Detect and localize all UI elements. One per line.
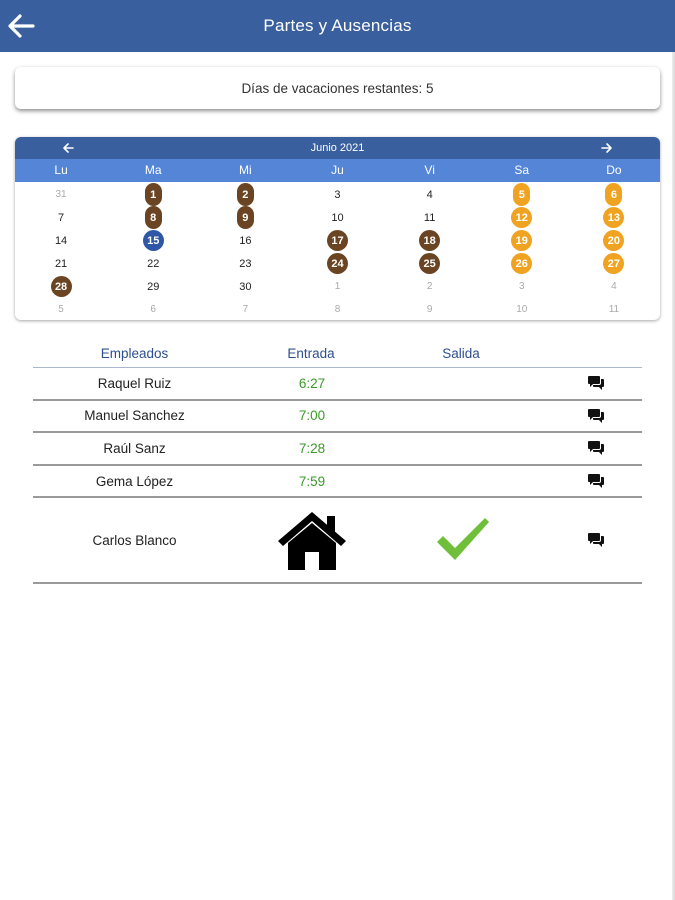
chat-icon[interactable]	[587, 532, 605, 548]
app-bar	[0, 0, 675, 52]
calendar-day[interactable]	[568, 298, 660, 320]
calendar-day[interactable]	[568, 275, 660, 298]
calendar-day[interactable]	[15, 275, 107, 298]
calendar-day[interactable]	[107, 252, 199, 275]
calendar-day[interactable]	[15, 298, 107, 320]
employee-name: Raúl Sanz	[103, 440, 166, 456]
employee-message-cell	[538, 408, 642, 424]
calendar-day[interactable]	[107, 275, 199, 298]
calendar-day[interactable]	[568, 206, 660, 229]
employee-table-header	[33, 340, 642, 368]
weekday-label: Mi	[239, 163, 252, 177]
calendar-day[interactable]	[384, 275, 476, 298]
calendar-day[interactable]	[291, 229, 383, 252]
employee-name: Carlos Blanco	[92, 532, 177, 548]
calendar-day-badge: 20	[603, 230, 624, 251]
calendar-day-badge: 26	[511, 253, 532, 274]
calendar-day[interactable]	[568, 252, 660, 275]
calendar-day[interactable]	[291, 275, 383, 298]
employee-message-cell	[538, 375, 642, 391]
calendar-day-number: 16	[239, 234, 252, 247]
calendar-day-number: 4	[426, 188, 433, 201]
checkmark-icon	[435, 516, 491, 564]
calendar-day-number: 6	[150, 303, 156, 315]
calendar-day-number: 1	[334, 281, 341, 292]
weekday-label: Sa	[514, 163, 530, 177]
calendar-month-label: Junio 2021	[310, 142, 365, 154]
calendar-day[interactable]	[291, 206, 383, 229]
calendar-day[interactable]	[384, 229, 476, 252]
calendar-day[interactable]	[384, 298, 476, 320]
calendar-day-number: 10	[331, 211, 344, 224]
calendar-day[interactable]	[568, 183, 660, 206]
employee-message-cell	[538, 532, 642, 548]
calendar-day-badge: 28	[51, 276, 72, 297]
employee-entry: 7:59	[298, 473, 326, 489]
calendar-day-badge: 6	[605, 183, 622, 206]
calendar-day[interactable]	[476, 206, 568, 229]
employee-name: Raquel Ruiz	[97, 375, 172, 391]
prev-month-arrow-icon[interactable]	[61, 141, 75, 155]
calendar-day[interactable]	[199, 252, 291, 275]
calendar-day[interactable]	[15, 183, 107, 206]
calendar-day-badge: 17	[327, 230, 348, 251]
employee-row[interactable]	[33, 433, 642, 466]
calendar-day[interactable]	[476, 275, 568, 298]
calendar-day-number: 9	[426, 303, 433, 315]
calendar-day[interactable]	[199, 275, 291, 298]
calendar-day[interactable]	[199, 229, 291, 252]
calendar-day-number: 10	[516, 303, 528, 315]
calendar-day-badge: 24	[327, 253, 348, 274]
calendar-day-badge: 5	[513, 183, 530, 206]
calendar-week-row	[15, 229, 660, 252]
weekday-label: Lu	[54, 163, 68, 177]
next-month-arrow-icon[interactable]	[600, 141, 614, 155]
calendar-day-badge: 15	[143, 230, 164, 251]
calendar-week-row	[15, 183, 660, 206]
employee-table	[33, 340, 642, 584]
calendar-day-badge: 19	[511, 230, 532, 251]
calendar-day-number: 5	[58, 303, 64, 315]
calendar-day-number: 22	[147, 257, 160, 270]
calendar-day[interactable]	[107, 298, 199, 320]
home-icon	[276, 509, 348, 571]
employee-exit	[388, 516, 538, 564]
calendar-day[interactable]	[291, 183, 383, 206]
employee-message-cell	[538, 473, 642, 489]
calendar-day[interactable]	[384, 206, 476, 229]
calendar-day-number: 8	[334, 303, 341, 315]
vacation-days-card	[15, 67, 660, 109]
calendar-day-badge: 27	[603, 253, 624, 274]
employee-message-cell	[538, 440, 642, 456]
weekday-label: Ma	[144, 163, 162, 177]
calendar-day[interactable]	[568, 229, 660, 252]
page-title: Partes y Ausencias	[263, 16, 412, 35]
employee-row[interactable]	[33, 466, 642, 499]
calendar-day[interactable]	[15, 252, 107, 275]
weekday-label: Do	[606, 163, 622, 177]
employee-row[interactable]	[33, 401, 642, 434]
calendar-day-badge: 13	[603, 207, 624, 228]
chat-icon[interactable]	[587, 375, 605, 391]
employee-entry	[236, 509, 388, 571]
calendar-day-number: 11	[423, 211, 436, 224]
calendar-day[interactable]	[291, 252, 383, 275]
calendar-day-number: 30	[239, 280, 252, 293]
calendar-day[interactable]	[199, 298, 291, 320]
calendar-header	[15, 137, 660, 159]
calendar-day-number: 29	[147, 280, 160, 293]
calendar-day-number: 2	[426, 281, 433, 292]
calendar-day[interactable]	[384, 183, 476, 206]
calendar-day[interactable]	[384, 252, 476, 275]
vacation-days-text: Días de vacaciones restantes: 5	[241, 80, 434, 96]
weekday-label: Vi	[424, 163, 435, 177]
header-entry: Entrada	[287, 346, 335, 361]
calendar-day[interactable]	[476, 298, 568, 320]
calendar-day-badge: 12	[511, 207, 532, 228]
calendar-week-row	[15, 252, 660, 275]
back-arrow-icon[interactable]	[6, 12, 36, 40]
employee-entry: 7:00	[298, 408, 326, 424]
calendar-grid	[15, 182, 660, 320]
weekday-label: Ju	[331, 163, 344, 177]
calendar-day-number: 7	[242, 303, 249, 315]
calendar-day-number: 31	[55, 189, 67, 200]
calendar-day-number: 21	[54, 257, 68, 270]
calendar-week-row	[15, 275, 660, 298]
calendar-day-badge: 25	[419, 253, 440, 274]
calendar	[15, 137, 660, 320]
calendar-day-badge: 1	[145, 183, 162, 206]
header-employees: Empleados	[100, 346, 169, 361]
employee-name: Gema López	[95, 473, 174, 489]
calendar-day-number: 11	[608, 303, 620, 315]
calendar-day[interactable]	[107, 206, 199, 229]
calendar-day[interactable]	[107, 183, 199, 206]
calendar-week-row	[15, 298, 660, 320]
calendar-day-number: 14	[54, 234, 68, 247]
calendar-weekday-row	[15, 159, 660, 182]
chat-icon[interactable]	[587, 408, 605, 424]
header-exit: Salida	[442, 346, 480, 361]
employee-entry: 6:27	[298, 375, 326, 391]
calendar-day-badge: 9	[237, 206, 254, 229]
calendar-day[interactable]	[15, 206, 107, 229]
employee-row[interactable]	[33, 368, 642, 401]
chat-icon[interactable]	[587, 473, 605, 489]
calendar-day[interactable]	[199, 183, 291, 206]
calendar-day-number: 7	[58, 211, 65, 224]
calendar-day[interactable]	[476, 229, 568, 252]
calendar-day[interactable]	[291, 298, 383, 320]
calendar-week-row	[15, 206, 660, 229]
chat-icon[interactable]	[587, 440, 605, 456]
calendar-day-number: 23	[239, 257, 252, 270]
calendar-day[interactable]	[199, 206, 291, 229]
employee-name: Manuel Sanchez	[84, 408, 185, 424]
employee-rows	[33, 368, 642, 584]
calendar-day[interactable]	[107, 229, 199, 252]
calendar-day[interactable]	[476, 252, 568, 275]
calendar-day[interactable]	[476, 183, 568, 206]
calendar-day-number: 4	[611, 281, 617, 292]
calendar-day-badge: 8	[145, 206, 162, 229]
employee-entry: 7:28	[298, 440, 326, 456]
calendar-day-number: 3	[334, 188, 341, 201]
employee-row[interactable]	[33, 498, 642, 584]
calendar-day-badge: 18	[419, 230, 440, 251]
calendar-day[interactable]	[15, 229, 107, 252]
calendar-day-badge: 2	[237, 183, 254, 206]
calendar-day-number: 3	[518, 281, 525, 292]
